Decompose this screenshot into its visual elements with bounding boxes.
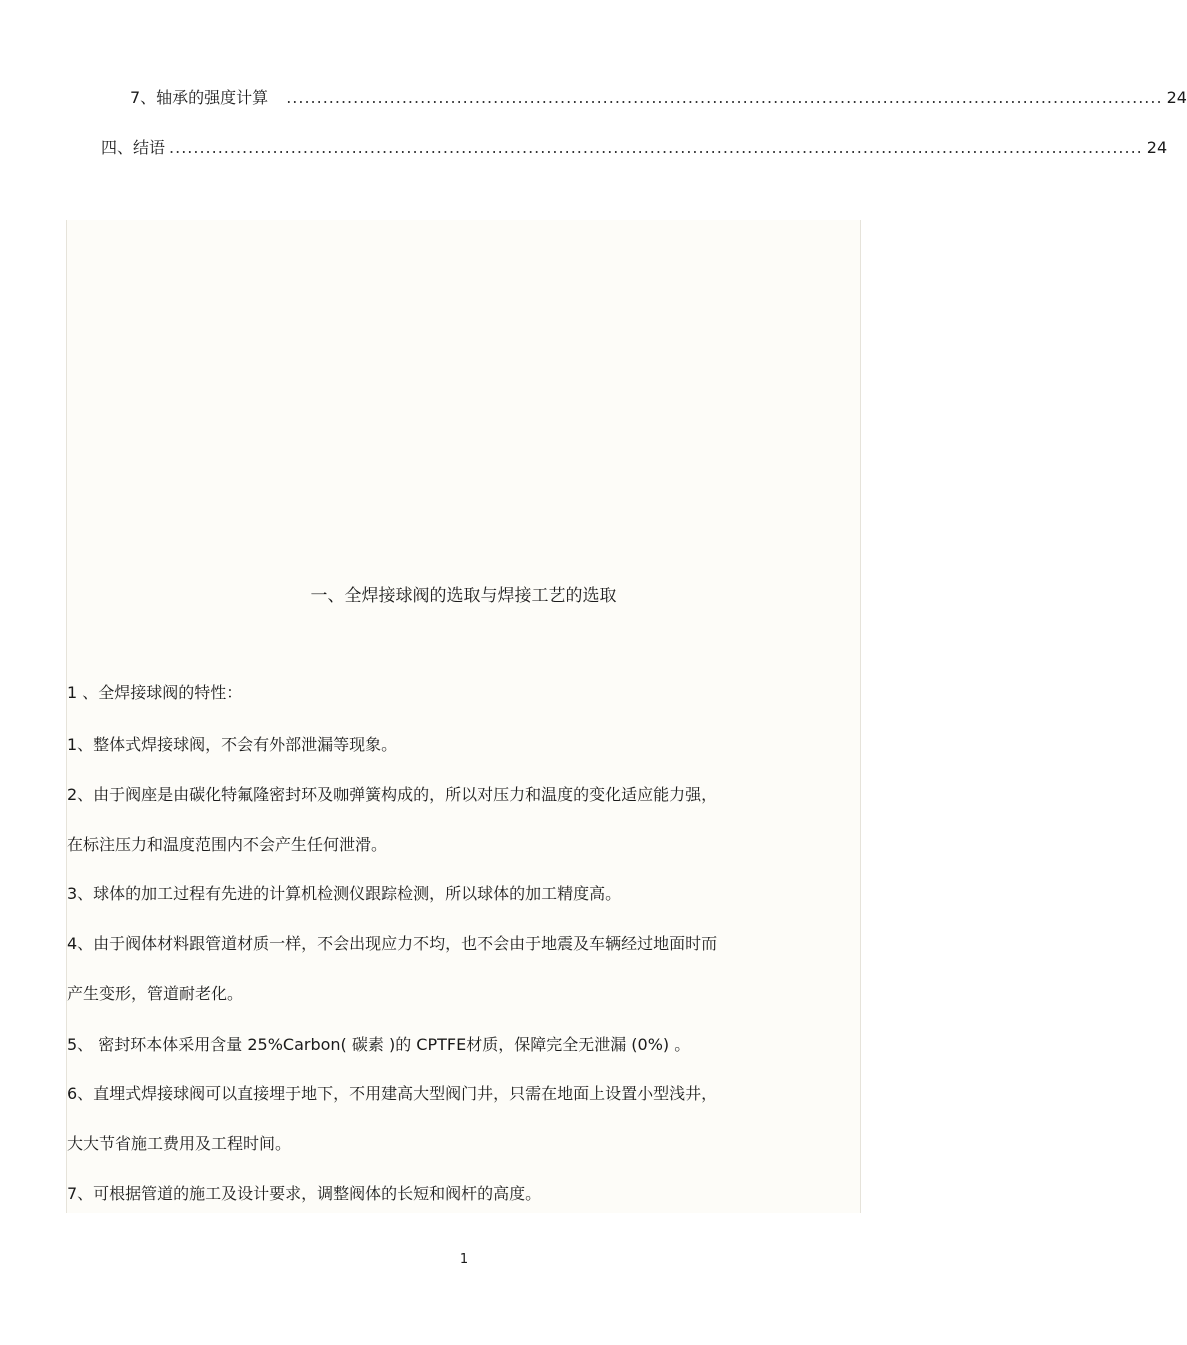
toc-entry-conclusion[interactable]: [101, 138, 1168, 158]
paragraph-line: 3、球体的加工过程有先进的计算机检测仪跟踪检测，所以球体的加工精度高。: [67, 884, 622, 903]
toc-entry-label: 7、轴承的强度计算: [130, 88, 269, 107]
paragraph-line: 1、整体式焊接球阀，不会有外部泄漏等现象。: [67, 735, 398, 754]
page-number: 1: [459, 1252, 469, 1267]
paragraph-line: 5、 密封环本体采用含量 25%Carbon( 碳素 )的 CPTFE材质，保障完全无泄漏 (0%) 。: [67, 1035, 691, 1054]
paragraph-line: 产生变形，管道耐老化。: [67, 984, 244, 1003]
toc-entry-bearing-strength[interactable]: [130, 88, 1187, 108]
toc-entry-page: 24: [1146, 138, 1168, 157]
toc-leader-dots: ................................................................................................................................................: [286, 88, 1163, 107]
toc-entry-label: 四、结语: [101, 138, 166, 157]
toc-leader-dots: ................................................................................................................................................................: [169, 138, 1143, 157]
paragraph-line: 在标注压力和温度范围内不会产生任何泄滑。: [67, 835, 388, 854]
content-panel: [66, 220, 861, 1213]
toc-entry-page: 24: [1166, 88, 1187, 107]
paragraph-line: 7、可根据管道的施工及设计要求，调整阀体的长短和阀杆的高度。: [67, 1184, 542, 1203]
paragraph-line: 4、由于阀体材料跟管道材质一样，不会出现应力不均，也不会由于地震及车辆经过地面时而: [67, 934, 718, 953]
paragraph-line: 2、由于阀座是由碳化特氟隆密封环及咖弹簧构成的，所以对压力和温度的变化适应能力强，: [67, 785, 718, 804]
paragraph-line: 6、直埋式焊接球阀可以直接埋于地下，不用建高大型阀门井，只需在地面上设置小型浅井，: [67, 1084, 718, 1103]
paragraph-line: 大大节省施工费用及工程时间。: [67, 1134, 292, 1153]
section-subheading: 1 、全焊接球阀的特性：: [67, 683, 243, 702]
section-title: 一、全焊接球阀的选取与焊接工艺的选取: [310, 586, 617, 606]
